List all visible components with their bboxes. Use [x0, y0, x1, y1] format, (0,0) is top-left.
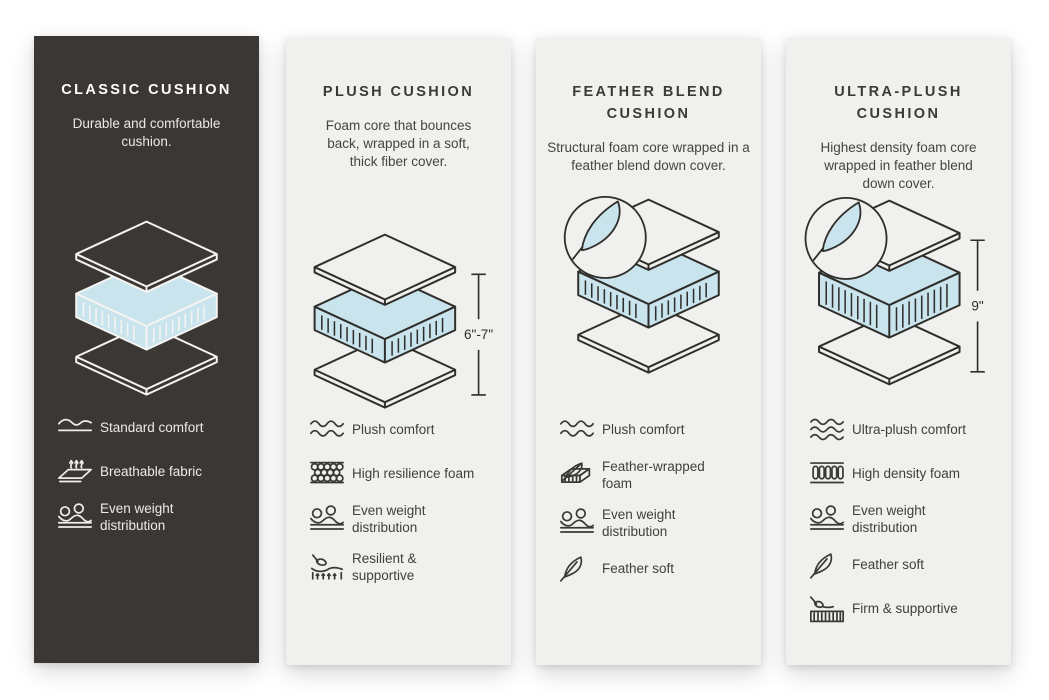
- feather-foam-icon: [558, 461, 602, 490]
- feature-row: [808, 550, 1005, 581]
- feature-row: [308, 458, 505, 489]
- feature-row: [808, 458, 1005, 489]
- card-plush-cushion: [286, 38, 511, 665]
- feature-row: [808, 594, 1005, 625]
- breathable-fabric-icon: [56, 457, 100, 486]
- feature-label: Standard comfort: [100, 419, 204, 435]
- feature-row: [308, 414, 505, 445]
- feature-label: High density foam: [852, 465, 961, 481]
- feature-row: [558, 506, 755, 541]
- card-title: PLUSH CUSHION: [322, 84, 475, 100]
- card-title: CLASSIC CUSHION: [61, 82, 232, 98]
- foam-cells-icon: [308, 459, 352, 488]
- cushion-layers-diagram: [302, 222, 493, 413]
- feather-badge-icon: [565, 197, 646, 278]
- card-description: Durable and comfortable cushion.: [72, 115, 221, 149]
- feature-row: [808, 414, 1005, 445]
- wave-triple-icon: [808, 415, 852, 444]
- feature-list: [558, 414, 755, 597]
- cushion-layers-diagram: [553, 187, 744, 378]
- feature-label: Plush comfort: [602, 421, 685, 437]
- feature-label: High resilience foam: [352, 465, 475, 481]
- resilient-icon: [308, 552, 352, 581]
- card-description: Foam core that bounces back, wrapped in a soft, thick fiber cover.: [325, 117, 472, 170]
- even-weight-icon: [56, 503, 100, 532]
- feature-row: [308, 550, 505, 585]
- card-classic-cushion: [34, 36, 259, 663]
- firm-icon: [808, 595, 852, 624]
- height-measurement: [970, 240, 984, 372]
- feature-row: [558, 458, 755, 493]
- feather-badge-icon: [806, 198, 887, 279]
- even-weight-icon: [808, 505, 852, 534]
- card-ultra-plush-cushion: [786, 38, 1011, 665]
- feature-row: [808, 502, 1005, 537]
- feature-label: Even weight distribution: [602, 506, 676, 539]
- feature-row: [558, 553, 755, 584]
- card-feather-blend-cushion: [536, 38, 761, 665]
- feature-list: [808, 414, 1005, 638]
- card-title: FEATHER BLEND CUSHION: [572, 84, 725, 122]
- feature-row: [558, 414, 755, 445]
- even-weight-icon: [558, 508, 602, 537]
- cushion-layers-diagram: [51, 209, 242, 400]
- feather-icon: [808, 551, 852, 580]
- feature-label: Feather soft: [602, 560, 675, 576]
- feature-list: [308, 414, 505, 597]
- feature-label: Even weight distribution: [100, 501, 174, 534]
- card-description: Highest density foam core wrapped in feather blend down cover.: [820, 139, 977, 191]
- wave-single-icon: [56, 413, 100, 442]
- feature-row: [308, 502, 505, 537]
- feature-label: Feather-wrapped foam: [602, 459, 705, 492]
- feature-label: Resilient & supportive: [352, 550, 417, 583]
- feature-label: Even weight distribution: [352, 503, 426, 536]
- card-description: Structural foam core wrapped in a feather blend down cover.: [547, 139, 750, 173]
- wave-double-icon: [308, 415, 352, 444]
- feather-icon: [558, 554, 602, 583]
- feature-label: Feather soft: [852, 557, 925, 573]
- feature-list: [56, 412, 253, 548]
- feature-row: [56, 456, 253, 487]
- feature-label: Firm & supportive: [852, 601, 958, 617]
- feature-label: Plush comfort: [352, 421, 435, 437]
- feature-row: [56, 500, 253, 535]
- cushion-layers-diagram: [801, 188, 992, 390]
- feature-label: Even weight distribution: [852, 503, 926, 536]
- wave-double-icon: [558, 415, 602, 444]
- even-weight-icon: [308, 505, 352, 534]
- density-foam-icon: [808, 459, 852, 488]
- feature-row: [56, 412, 253, 443]
- feature-label: Ultra-plush comfort: [852, 421, 967, 437]
- svg-text:9": 9": [971, 298, 984, 314]
- card-title: ULTRA-PLUSH CUSHION: [834, 84, 963, 122]
- feature-label: Breathable fabric: [100, 463, 203, 479]
- svg-text:6"-7": 6"-7": [464, 327, 494, 343]
- height-measurement: [464, 274, 493, 395]
